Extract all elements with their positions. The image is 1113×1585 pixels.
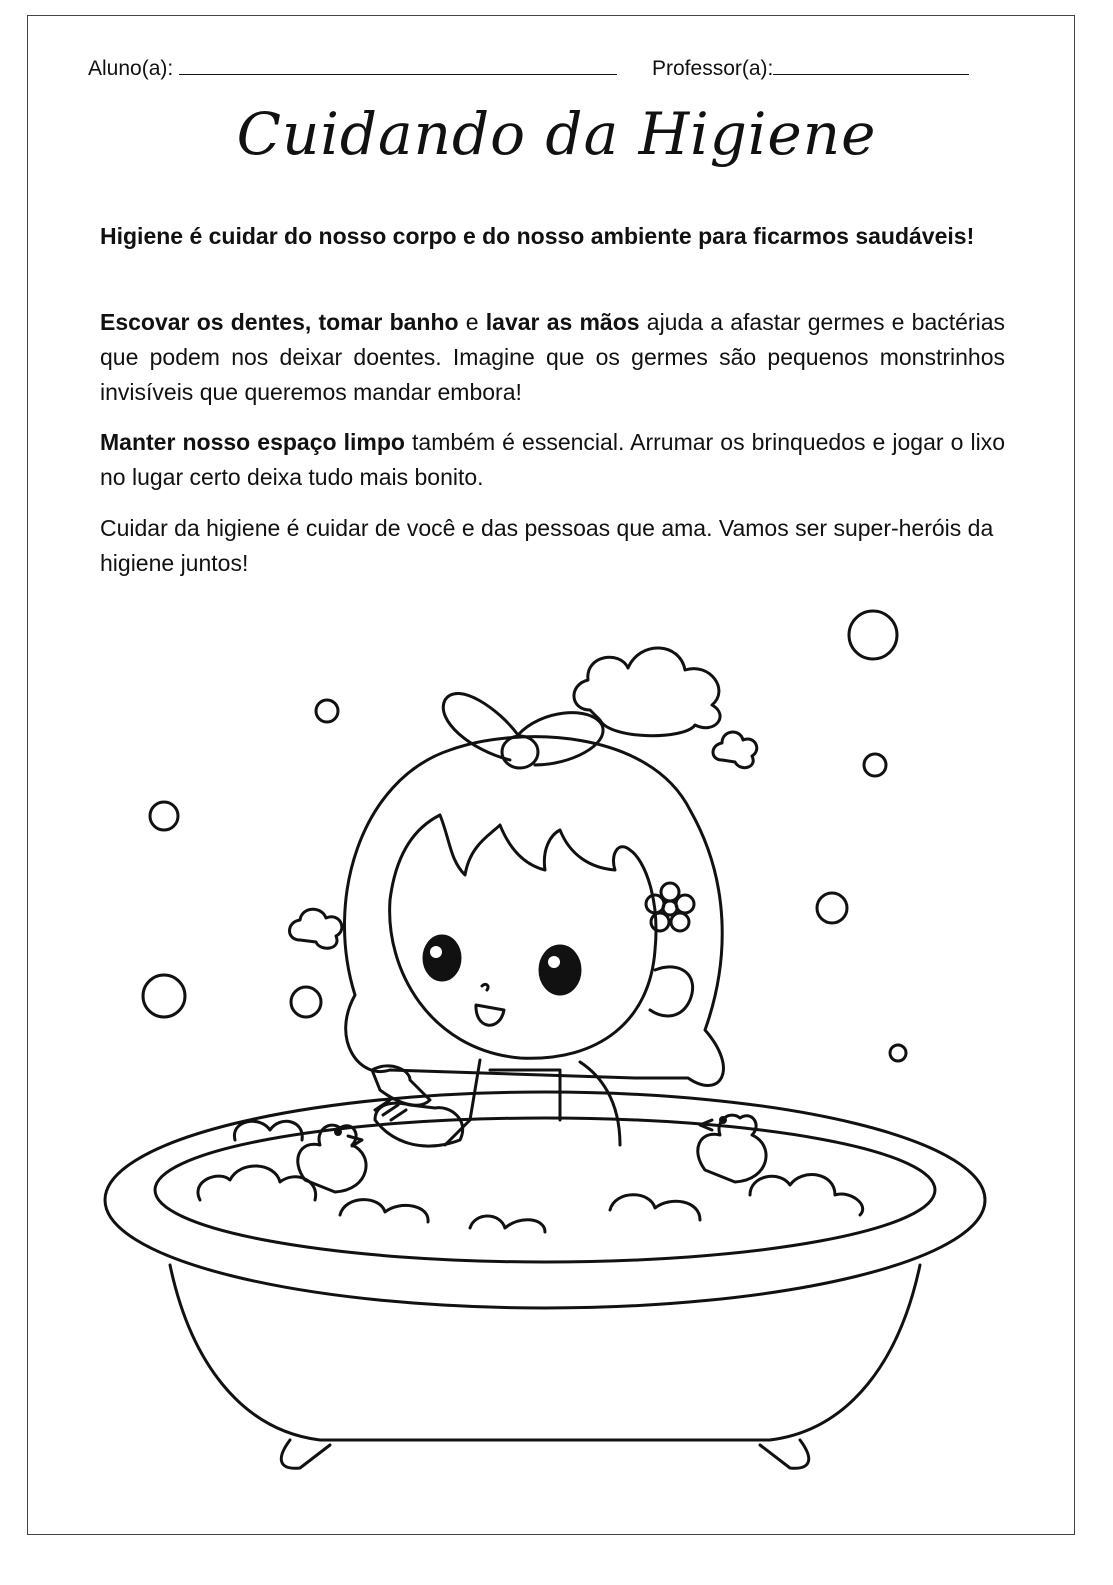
- bubble: [143, 975, 185, 1017]
- habits-bold-2: lavar as mãos: [485, 309, 640, 335]
- page-title: Cuidando da Higiene: [236, 100, 877, 168]
- tub-foot-right: [760, 1440, 809, 1468]
- ear: [650, 967, 693, 1016]
- bubble: [316, 700, 338, 722]
- space-bold: Manter nosso espaço limpo: [100, 429, 405, 455]
- mouth: [476, 1005, 504, 1025]
- paragraph-conclusion: [100, 511, 1005, 581]
- paragraph-intro: [100, 219, 1005, 254]
- student-name-line[interactable]: [179, 56, 617, 75]
- right-eye: [540, 946, 580, 994]
- habits-bold-1: Escovar os dentes, tomar banho: [100, 309, 459, 335]
- hair-outline: [344, 737, 723, 1086]
- bathtub-inner-rim: [155, 1118, 935, 1262]
- bubble: [864, 754, 886, 776]
- student-field: [88, 56, 617, 81]
- tub-foot-left: [281, 1440, 330, 1468]
- student-label: Aluno(a):: [88, 57, 174, 80]
- bubble: [849, 611, 897, 659]
- nose: [482, 984, 488, 990]
- bath-foam: [198, 1166, 863, 1232]
- teacher-label: Professor(a):: [652, 57, 774, 80]
- bangs: [390, 815, 630, 900]
- bubble: [890, 1045, 906, 1061]
- habits-text-1: e: [458, 309, 486, 335]
- flower-petal: [671, 913, 689, 931]
- rubber-duck-left: [298, 1125, 366, 1192]
- coloring-illustration: [90, 600, 1010, 1480]
- foam-cloud: [713, 732, 757, 768]
- bathtub-body: [170, 1265, 920, 1440]
- foam-cloud: [290, 909, 342, 948]
- teacher-field: [652, 56, 969, 81]
- right-arm: [580, 1062, 620, 1145]
- conclusion-text: Cuidar da higiene é cuidar de você e das pessoas que ama. Vamos ser super-heróis da higiene juntos!: [100, 515, 994, 576]
- foam-cloud: [574, 648, 720, 736]
- paragraph-space: [100, 425, 1005, 495]
- bubble: [817, 893, 847, 923]
- bathtub-rim: [105, 1092, 985, 1308]
- flower-petal: [676, 895, 694, 913]
- dress-strap: [490, 1070, 560, 1120]
- girl-in-bathtub-drawing: [90, 600, 1010, 1480]
- bubble: [150, 802, 178, 830]
- bath-foam-heart: [234, 1121, 302, 1140]
- flower-petal: [651, 913, 669, 931]
- paragraph-intro-text: Higiene é cuidar do nosso corpo e do nosso ambiente para ficarmos saudáveis!: [100, 223, 975, 249]
- bow-knot: [502, 736, 538, 768]
- teacher-name-line[interactable]: [773, 56, 969, 75]
- paragraph-habits: [100, 305, 1005, 410]
- bubble: [291, 987, 321, 1017]
- left-eye: [424, 936, 460, 980]
- habits-text-2: ajuda a afastar germes e bactérias que podem nos deixar doentes. Imagine que os germes são pequenos monstrinhos invisíveis que queremos mandar embora!: [100, 309, 1005, 405]
- space-text: também é essencial. Arrumar os brinquedos e jogar o lixo no lugar certo deixa tudo mais bonito.: [100, 429, 1005, 490]
